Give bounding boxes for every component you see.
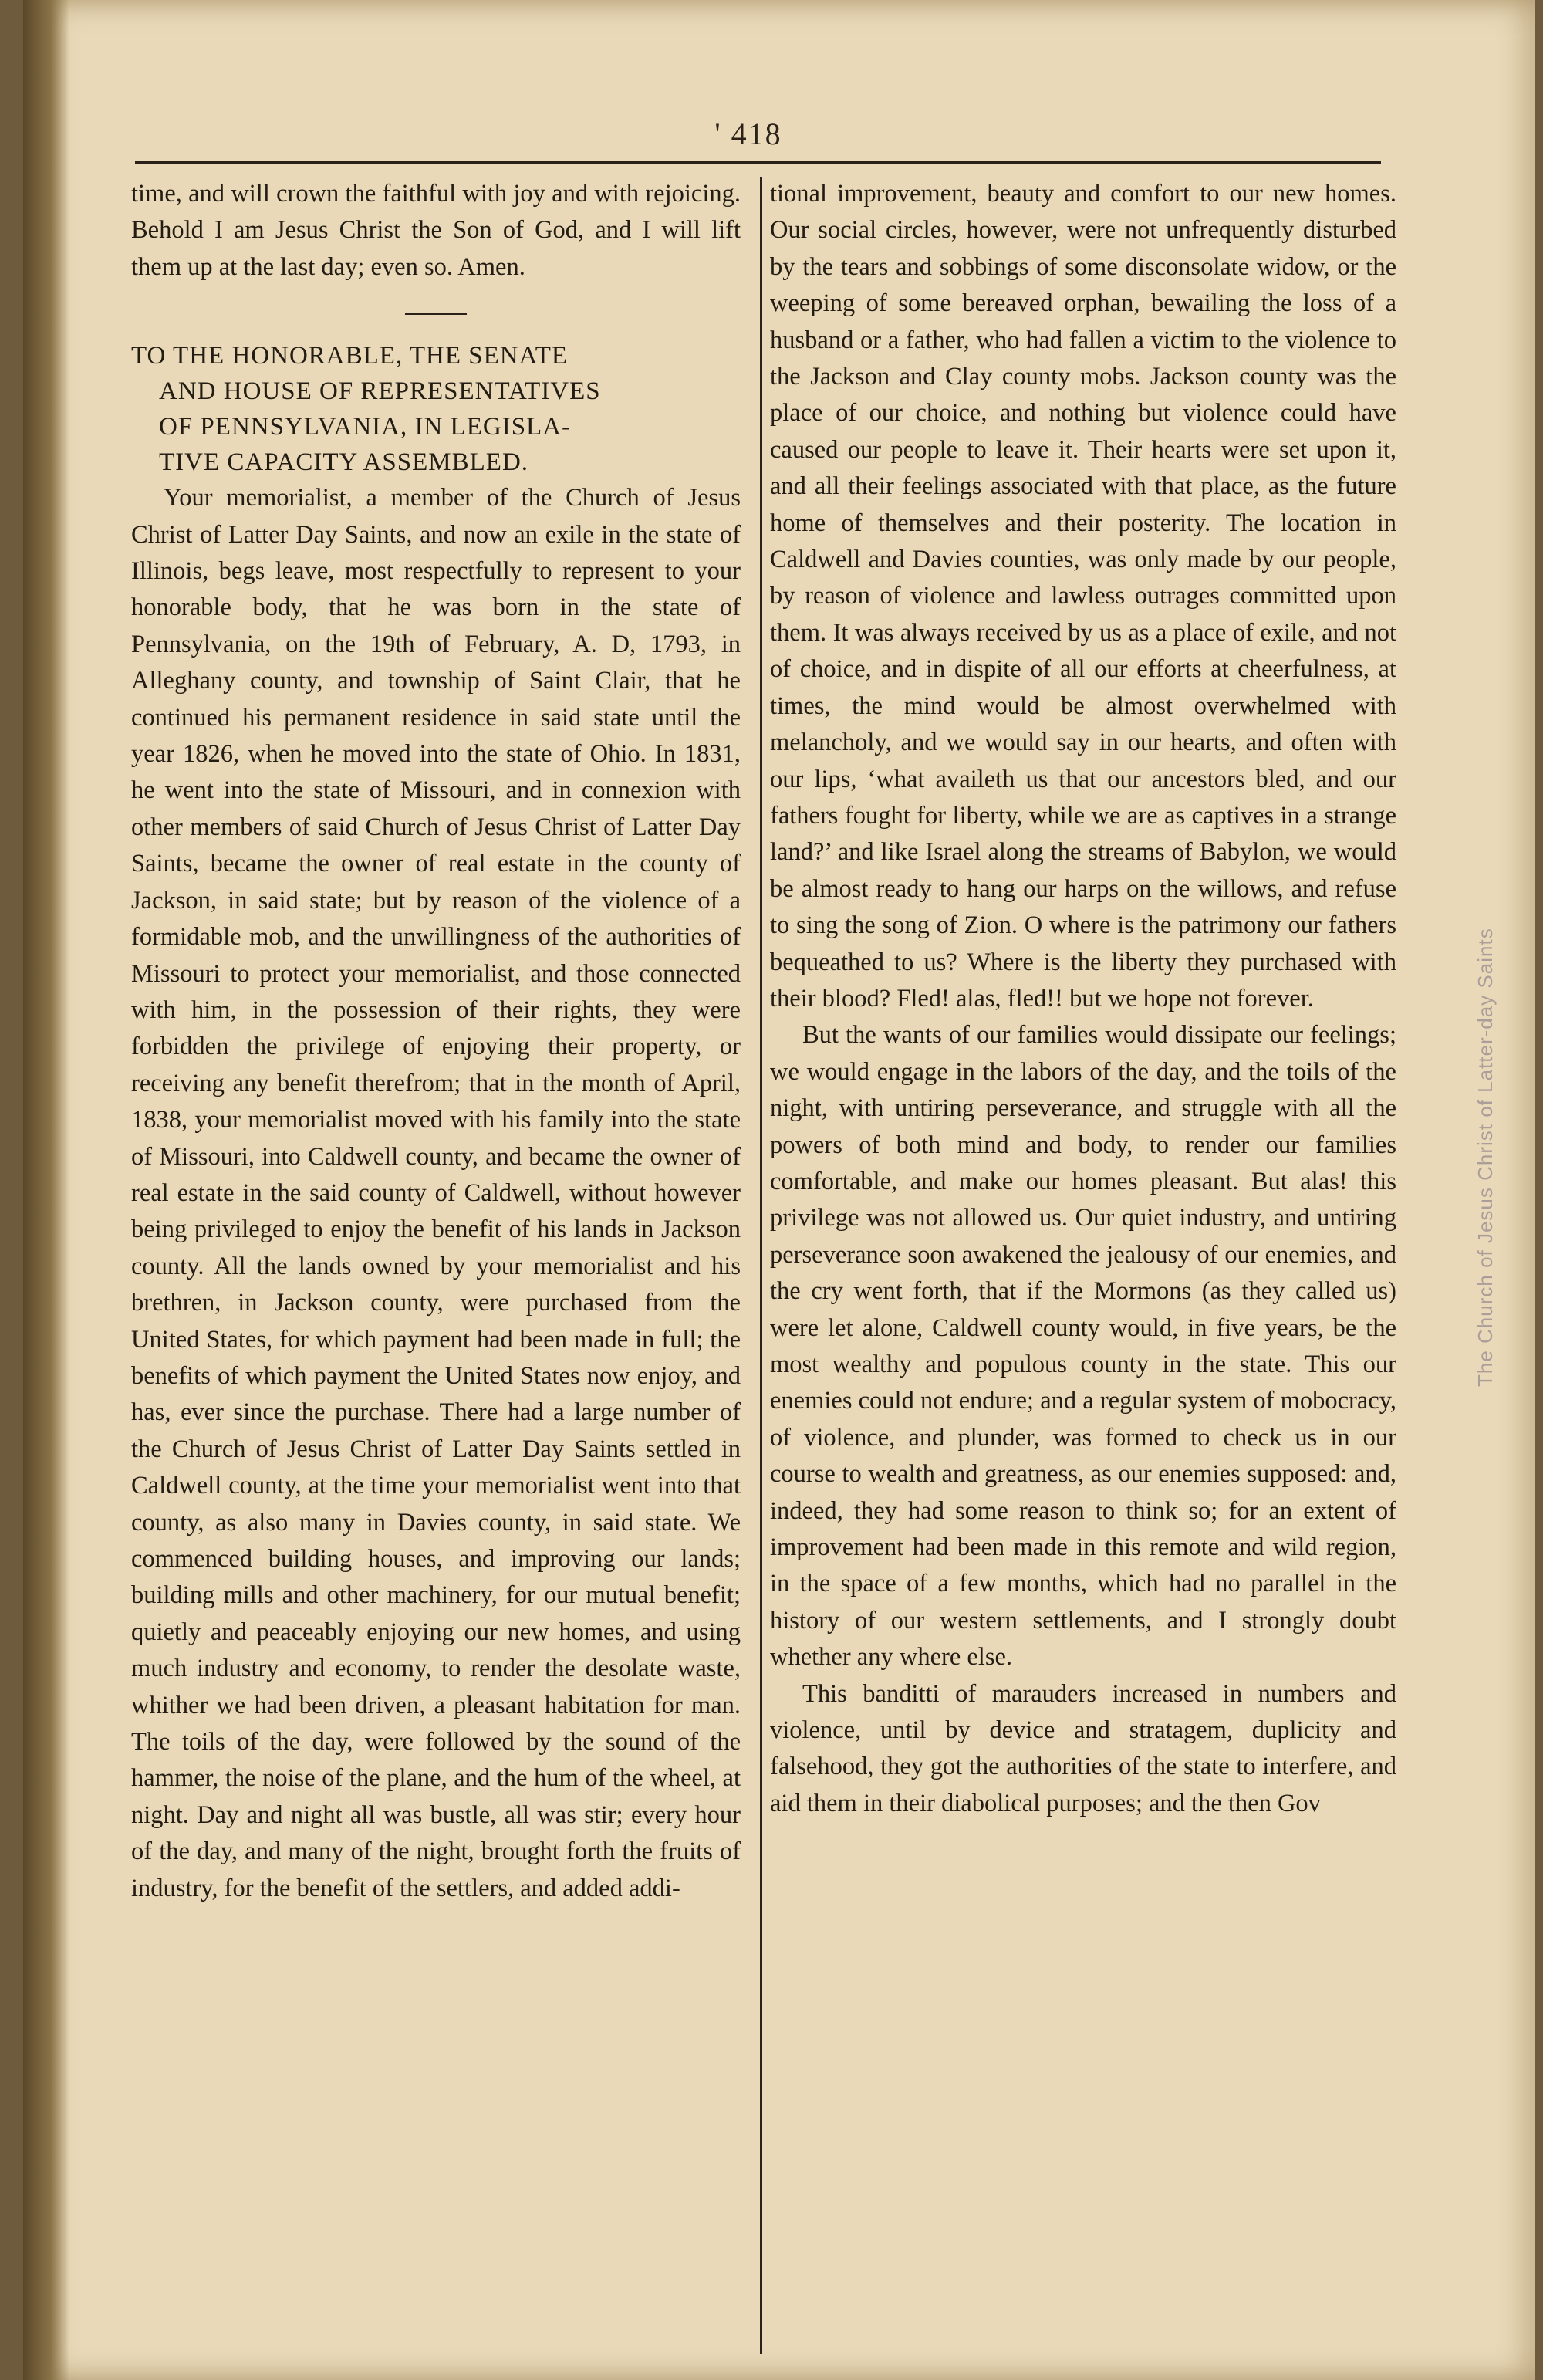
right-paragraph-1: tional improvement, beauty and comfort to our new homes. Our social circles, however, were not unfrequently disturbed by the tears and sobbings of some disconsolate widow, or the weeping of some bereaved orphan, bewailing the loss of a husband or a father, who had fallen a victim to the violence to the Jackson and Clay county mobs. Jackson county was the place of our choice, and nothing but violence could have caused our people to leave it. Their hearts were set upon it, and all their feelings associated with that place, as the future home of themselves and their posterity. The location in Caldwell and Davies counties, was only made by our people, by reason of violence and lawless outrages committed upon them. It was always received by us as a place of exile, and not of choice, and in dispite of all our efforts at cheerfulness, at times, the mind would be almost overwhelmed with melancholy, and we would say in our hearts, and often with our lips, ‘what availeth us that our ancestors bled, and our fathers fought for liberty, while we are as captives in a strange land?’ and like Israel along the streams of Babylon, we would be almost ready to hang our harps on the willows, and refuse to sing the song of Zion. O where is the patrimony our fathers bequeathed to us? Where is the liberty they purchased with their blood? Fled! alas, fled!! but we hope not forever. (770, 180, 1396, 1013)
opening-paragraph: time, and will crown the faithful with joy and with rejoicing. Behold I am Jesus Christ the Son of God, and I will lift them up at the last day; even so. Amen. (131, 180, 741, 281)
right-column (770, 176, 1396, 1822)
section-rule (405, 313, 467, 315)
document-page (23, 0, 1535, 2380)
header-rule (135, 161, 1381, 164)
right-paragraph-2: But the wants of our families would dissipate our feelings; we would engage in the labors of the day, and the toils of the night, with untiring perseverance, and struggle with all the powers of both mind and body, to render our families comfortable, and make our homes pleasant. But alas! this privilege was not allowed us. Our quiet industry, and untiring perseverance soon awakened the jealousy of our enemies, and the cry went forth, that if the Mormons (as they called us) were let alone, Caldwell county would, in five years, be the most wealthy and populous county in the state. This our enemies could not endure; and a regular system of mobocracy, of violence, and plunder, was formed to check us in our course to wealth and greatness, as our enemies supposed: and, indeed, they had some reason to think so; for an extent of improvement had been made in this remote and wild region, in the space of a few months, which had no parallel in the history of our western settlements, and I strongly doubt whether any where else. (770, 1021, 1396, 1672)
right-paragraph-3: This banditti of marauders increased in numbers and violence, until by device and stratagem, duplicity and falsehood, they got the authorities of the state to interfere, and aid them in their diabolical purposes; and the then Gov (770, 1679, 1396, 1817)
memorial-heading (131, 338, 741, 480)
page-binding-shadow (23, 0, 69, 2380)
heading-line-2: AND HOUSE OF REPRESENTATIVES (159, 377, 601, 406)
archive-watermark: The Church of Jesus Christ of Latter-day Saints (1474, 928, 1497, 1388)
column-divider (760, 177, 762, 2354)
memorial-body: Your memorialist, a member of the Church of Jesus Christ of Latter Day Saints, and now an exile in the state of Illinois, begs leave, most respectfully to represent to your honorable body, that he was born in the state of Pennsylvania, on the 19th of February, A. D, 1793, in Alleghany county, and township of Saint Clair, that he continued his permanent residence in said state until the year 1826, when he moved into the state of Ohio. In 1831, he went into the state of Missouri, and in connexion with other members of said Church of Jesus Christ of Latter Day Saints, became the owner of real estate in the county of Jackson, in said state; but by reason of the violence of a formidable mob, and the unwillingness of the authorities of Missouri to protect your memorialist, and those connected with him, in the possession of their rights, they were forbidden the privilege of enjoying their property, or receiving any benefit therefrom; that in the month of April, 1838, your memorialist moved with his family into the state of Missouri, into Caldwell county, and became the owner of real estate in the said county of Caldwell, without however being privileged to enjoy the benefit of his lands in Jackson county. All the lands owned by your memorialist and his brethren, in Jackson county, were purchased from the United States, for which payment had been made in full; the benefits of which payment the United States now enjoy, and has, ever since the purchase. There had a large number of the Church of Jesus Christ of Latter Day Saints settled in Caldwell county, at the time your memorialist went into that county, as also many in Davies county, in said state. We commenced building houses, and improving our lands; building mills and other machinery, for our mutual benefit; quietly and peaceably enjoying our new homes, and using much industry and economy, to render the desolate waste, whither we had been driven, a pleasant habitation for man. The toils of the day, were followed by the sound of the hammer, the noise of the plane, and the hum of the wheel, at night. Day and night all was bustle, all was stir; every hour of the day, and many of the night, brought forth the fruits of industry, for the benefit of the settlers, and added addi- (131, 484, 741, 1902)
page-number: ' 418 (714, 117, 782, 151)
heading-line-3: OF PENNSYLVANIA, IN LEGISLA- (159, 413, 572, 441)
left-column (131, 176, 741, 1907)
heading-line-4: TIVE CAPACITY ASSEMBLED. (159, 448, 529, 477)
heading-line-1: TO THE HONORABLE, THE SENATE (131, 342, 569, 370)
